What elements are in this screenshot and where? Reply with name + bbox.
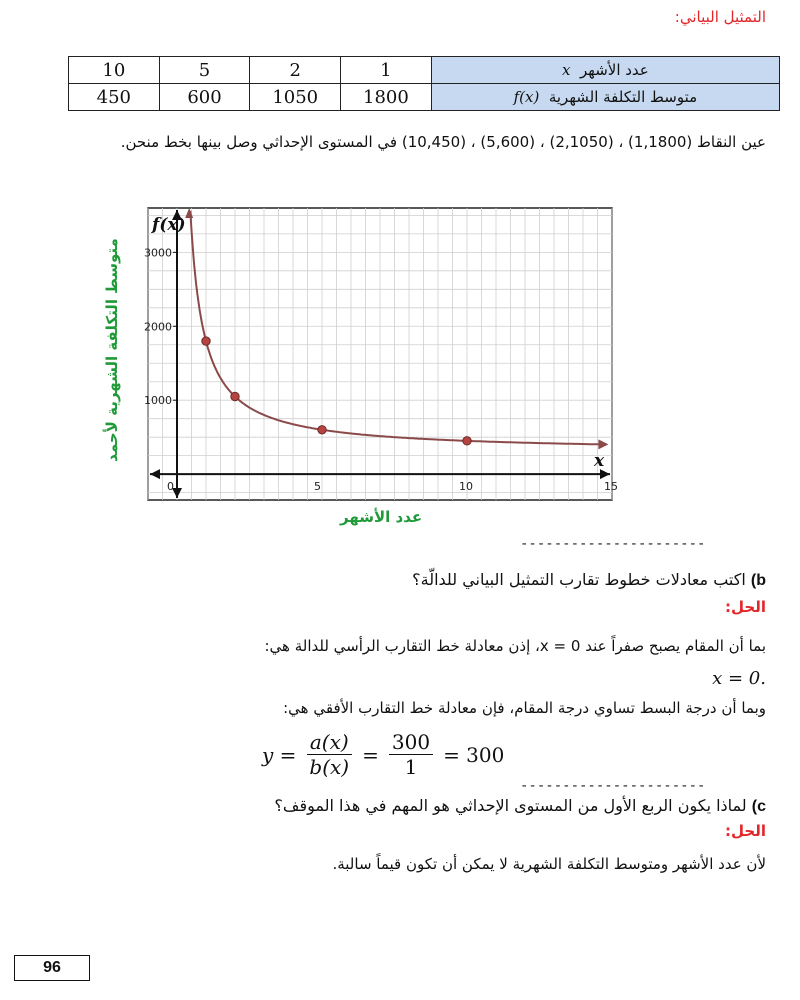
formula-result: = 300 xyxy=(443,742,505,767)
x-tick-label: 0 xyxy=(167,480,174,494)
fraction-denominator: b(x) xyxy=(309,755,350,779)
table-cell: 450 xyxy=(69,84,160,111)
x-tick-label: 10 xyxy=(459,480,473,494)
table-header-label: متوسط التكلفة الشهرية xyxy=(548,88,698,106)
solution-b-line2: .x = 0 xyxy=(712,668,766,689)
table-cell: 5 xyxy=(159,57,250,84)
section-title: التمثيل البياني: xyxy=(674,8,766,26)
question-b xyxy=(412,570,766,590)
solution-b-line3: وبما أن درجة البسط تساوي درجة المقام، فإن معادلة خط التقارب الأفقي هي: xyxy=(283,699,766,717)
y-tick-label: 1000 xyxy=(144,394,172,408)
table-header-var: x xyxy=(561,61,571,79)
table-row-months xyxy=(69,57,780,84)
question-c xyxy=(274,796,766,816)
table-cell: 1 xyxy=(341,57,432,84)
x-axis-symbol: x xyxy=(594,451,605,472)
fraction-ab xyxy=(306,730,352,779)
chart xyxy=(86,200,626,540)
asymptote-formula xyxy=(262,730,504,779)
question-b-text: اكتب معادلات خطوط تقارب التمثيل البياني للدالّة؟ xyxy=(412,570,746,589)
y-axis-symbol: f(x) xyxy=(152,215,186,235)
table-cell: 1800 xyxy=(341,84,432,111)
data-point xyxy=(318,426,326,434)
table-cell: 1050 xyxy=(250,84,341,111)
table-header-months xyxy=(431,57,779,84)
fraction-numerator: 300 xyxy=(389,730,433,755)
data-point xyxy=(231,392,239,400)
data-point xyxy=(463,437,471,445)
table-cell: 600 xyxy=(159,84,250,111)
values-table xyxy=(68,56,780,111)
table-header-label: عدد الأشهر xyxy=(580,61,649,79)
fraction-numerator: a(x) xyxy=(307,730,352,755)
y-tick-label: 3000 xyxy=(144,246,172,260)
solution-b-line1: بما أن المقام يصبح صفراً عند x = 0، إذن معادلة خط التقارب الرأسي للدالة هي: xyxy=(264,637,766,655)
chart-svg xyxy=(86,200,626,540)
solution-c-text: لأن عدد الأشهر ومتوسط التكلفة الشهرية لا يمكن أن تكون قيماً سالبة. xyxy=(332,855,766,873)
formula-lhs: y = xyxy=(262,742,297,767)
x-tick-label: 5 xyxy=(314,480,321,494)
table-header-cost xyxy=(431,84,779,111)
fraction-300 xyxy=(389,730,433,779)
question-c-text: لماذا يكون الربع الأول من المستوى الإحداثي هو المهم في هذا الموقف؟ xyxy=(274,796,747,815)
formula-equals: = xyxy=(362,742,379,767)
table-row-cost xyxy=(69,84,780,111)
table-header-var: f(x) xyxy=(513,88,540,106)
fraction-denominator: 1 xyxy=(404,755,418,779)
dash-separator: ---------------------- xyxy=(520,536,706,552)
page-number: 96 xyxy=(14,955,90,981)
y-tick-label: 2000 xyxy=(144,320,172,334)
dash-separator: ---------------------- xyxy=(520,778,706,794)
x-axis-title: عدد الأشهر xyxy=(340,508,423,526)
question-c-letter: c) xyxy=(751,798,766,815)
table-cell: 2 xyxy=(250,57,341,84)
solution-label-c: الحل: xyxy=(725,822,766,840)
data-point xyxy=(202,337,210,345)
solution-label-b: الحل: xyxy=(725,598,766,616)
x-tick-label: 15 xyxy=(604,480,618,494)
y-axis-title: متوسط التكلفة الشهرية لأحمد xyxy=(103,238,121,462)
intro-paragraph: عين النقاط (1,1800) ، (2,1050) ، (5,600) ، (10,450) في المستوى الإحداثي وصل بينها بخط منحن. xyxy=(120,133,766,151)
question-b-letter: b) xyxy=(750,572,766,589)
table-cell: 10 xyxy=(69,57,160,84)
